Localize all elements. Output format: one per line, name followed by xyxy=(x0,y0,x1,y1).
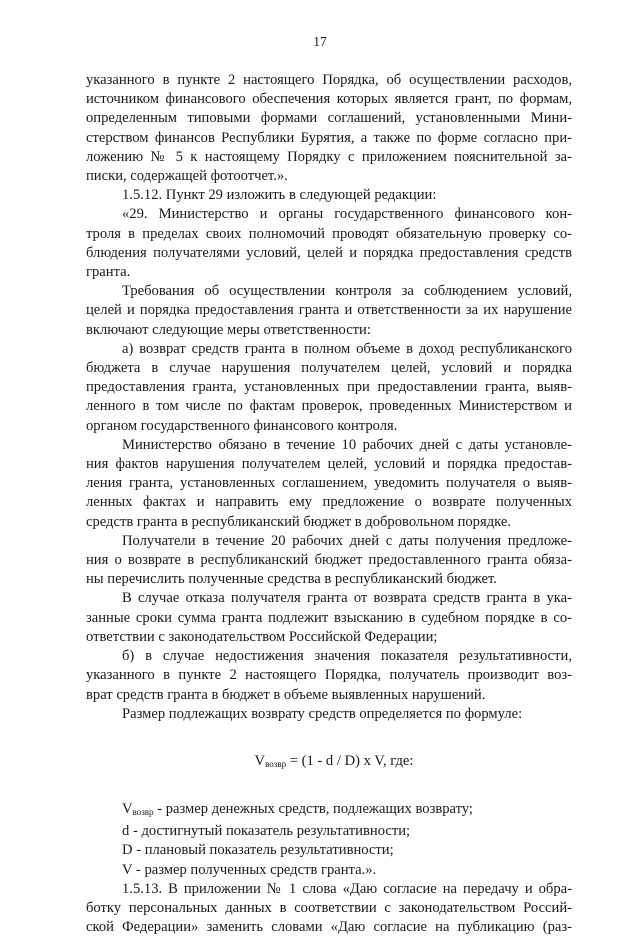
document-body xyxy=(86,71,572,937)
formula-variable: V xyxy=(254,752,266,769)
paragraph xyxy=(86,880,572,937)
text-line: определенным типовыми формами соглашений, установленными Мини- xyxy=(86,110,572,127)
text-line: б) в случае недостижения значения показателя результативности, xyxy=(122,648,572,665)
definition-text: - плановый показатель результативности; xyxy=(132,842,394,859)
paragraph xyxy=(86,186,572,205)
paragraph xyxy=(86,340,572,436)
paragraph xyxy=(86,436,572,532)
text-line: указанного в пункте 2 настоящего Порядка, получатель производит воз- xyxy=(86,667,572,684)
text-line: ложению № 5 к настоящему Порядку с приложением пояснительной за- xyxy=(86,148,572,165)
text-line: целей и порядка предоставления гранта и ответственности за их нарушение xyxy=(86,302,572,319)
text-line: врат средств гранта в бюджет в объеме выявленных нарушений. xyxy=(86,686,486,703)
definition-variable: d xyxy=(122,823,130,840)
text-line: 1.5.12. Пункт 29 изложить в следующей редакции: xyxy=(122,187,437,204)
definition-subscript: возвр xyxy=(132,806,154,817)
text-line: Требования об осуществлении контроля за соблюдением условий, xyxy=(122,283,572,300)
definition-variable: V xyxy=(122,861,133,878)
final-paragraph xyxy=(86,880,572,937)
text-line: писки, содержащей фотоотчет.». xyxy=(86,168,288,185)
paragraph-list xyxy=(86,71,572,724)
text-line: ления гранта, установленных соглашением, уведомить получателя о выяв- xyxy=(86,475,572,492)
text-line: Размер подлежащих возврату средств определяется по формуле: xyxy=(122,705,523,722)
paragraph xyxy=(86,589,572,647)
text-line: предоставления гранта, установленных при предоставлении гранта, выяв- xyxy=(86,379,572,396)
definition-list xyxy=(86,800,572,880)
text-line: включают следующие меры ответственности: xyxy=(86,321,371,338)
text-line: указанного в пункте 2 настоящего Порядка, об осуществлении расходов, xyxy=(86,72,572,88)
text-line: средств гранта в республиканский бюджет в добровольном порядке. xyxy=(86,513,511,530)
text-line: бюджета в случае нарушения получателем целей, условий и порядка xyxy=(86,360,572,377)
formula-subscript: возвр xyxy=(265,758,287,769)
text-line: источником финансового обеспечения которых является грант, по формам, xyxy=(86,91,572,108)
text-line: троля в пределах своих полномочий проводят обязательную проверку со- xyxy=(86,225,572,242)
formula xyxy=(86,751,572,774)
definition-text: - размер полученных средств гранта.». xyxy=(132,861,377,878)
page-number: 17 xyxy=(313,34,327,49)
text-line: ленного в том числе по фактам проверок, проведенных Министерством и xyxy=(86,398,572,415)
text-line: органом государственного финансового контроля. xyxy=(86,417,398,434)
paragraph xyxy=(86,71,572,186)
definition-text: - размер денежных средств, подлежащих возврату; xyxy=(153,800,473,817)
definition-variable: D xyxy=(122,842,133,859)
text-line: ния о возврате в республиканский бюджет предоставленного гранта обяза- xyxy=(86,552,572,569)
text-line: ны перечислить полученные средства в республиканский бюджет. xyxy=(86,571,497,588)
text-line: гранта. xyxy=(86,264,131,281)
text-line: Министерство обязано в течение 10 рабочих дней с даты установле- xyxy=(122,436,572,453)
paragraph xyxy=(86,205,572,282)
text-line: блюдения получателями условий, целей и порядка предоставления средств xyxy=(86,244,572,261)
text-line: Получатели в течение 20 рабочих дней с даты получения предложе- xyxy=(122,532,572,549)
paragraph xyxy=(86,647,572,705)
definition-variable: V xyxy=(122,800,133,817)
definition-item xyxy=(86,861,572,880)
text-line: стерством финансов Республики Бурятия, а также по форме согласно при- xyxy=(86,129,572,146)
definition-item xyxy=(86,800,572,822)
text-line: 1.5.13. В приложении № 1 слова «Даю согласие на передачу и обра- xyxy=(122,880,572,897)
paragraph xyxy=(86,705,572,724)
text-line: ской Федерации» заменить словами «Даю согласие на публикацию (раз- xyxy=(86,919,572,936)
text-line: В случае отказа получателя гранта от возврата средств гранта в ука- xyxy=(122,590,572,607)
text-line: ответствии с законодательством Российской Федерации; xyxy=(86,628,438,645)
text-line: ботку персональных данных в соответствии с законодательством Россий- xyxy=(86,899,572,916)
text-line: ленных фактах и направить ему предложение о возврате полученных xyxy=(86,494,572,511)
formula-expression: = (1 - d / D) x V, где: xyxy=(286,752,414,769)
text-line: ния фактов нарушения получателем целей, условий и порядка предостав- xyxy=(86,456,572,473)
definition-item xyxy=(86,822,572,841)
definition-item xyxy=(86,841,572,860)
paragraph xyxy=(86,282,572,340)
definition-text: - достигнутый показатель результативности; xyxy=(129,823,411,840)
paragraph xyxy=(86,532,572,590)
text-line: занные сроки сумма гранта подлежит взысканию в судебном порядке в со- xyxy=(86,609,572,626)
text-line: а) возврат средств гранта в полном объеме в доход республиканского xyxy=(122,340,572,357)
text-line: «29. Министерство и органы государственного финансового кон- xyxy=(122,206,572,223)
